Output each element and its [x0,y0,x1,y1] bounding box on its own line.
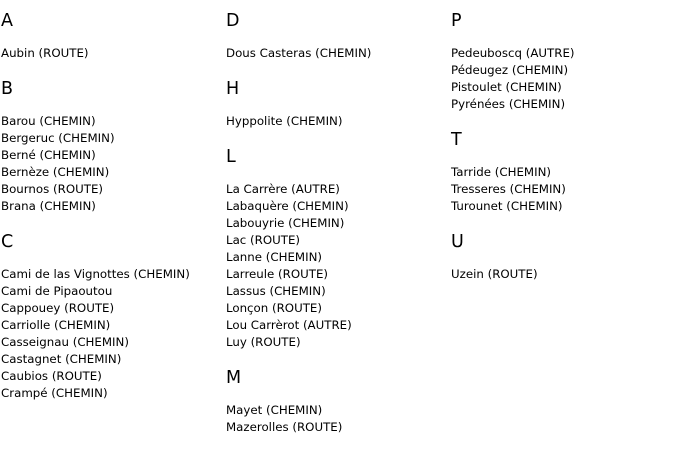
group-letter-heading: M [226,368,242,388]
street-item: Dous Casteras (CHEMIN) [226,46,372,60]
street-item: Pédeugez (CHEMIN) [451,63,569,77]
street-item: Pistoulet (CHEMIN) [451,80,562,94]
letter-group [1,11,223,62]
street-item: Cami de Pipaoutou [1,284,113,298]
street-item: Tresseres (CHEMIN) [451,182,566,196]
street-item: Lonçon (ROUTE) [226,301,322,315]
letter-group [226,79,448,130]
group-letter-heading: T [451,130,462,150]
letter-group [226,147,448,351]
street-item: Lou Carrèrot (AUTRE) [226,318,352,332]
letter-group [451,11,673,113]
street-item: Uzein (ROUTE) [451,267,538,281]
street-item: Caubios (ROUTE) [1,369,102,383]
street-column-1 [1,0,223,402]
street-item: Lassus (CHEMIN) [226,284,326,298]
street-item: Cami de las Vignottes (CHEMIN) [1,267,190,281]
street-item: Tarride (CHEMIN) [451,165,551,179]
letter-group [451,232,673,283]
street-list [1,45,223,62]
street-list [1,266,223,402]
street-item: Mayet (CHEMIN) [226,403,323,417]
letter-group [1,79,223,215]
street-item: Barou (CHEMIN) [1,114,96,128]
street-item: Brana (CHEMIN) [1,199,96,213]
street-item: Labaquère (CHEMIN) [226,199,349,213]
street-item: Aubin (ROUTE) [1,46,89,60]
street-item: Pedeuboscq (AUTRE) [451,46,575,60]
group-letter-heading: A [1,11,13,31]
street-item: Lanne (CHEMIN) [226,250,323,264]
letter-group [226,11,448,62]
group-letter-heading: H [226,79,240,99]
letter-group [1,232,223,402]
street-item: Hyppolite (CHEMIN) [226,114,343,128]
street-item: Casseignau (CHEMIN) [1,335,129,349]
street-item: Bernèze (CHEMIN) [1,165,110,179]
group-letter-heading: D [226,11,240,31]
street-list [226,181,448,351]
street-list [1,113,223,215]
group-letter-heading: P [451,11,462,31]
street-item: Turounet (CHEMIN) [451,199,563,213]
group-letter-heading: U [451,232,464,252]
street-item: Pyrénées (CHEMIN) [451,97,566,111]
street-list [451,45,673,113]
street-item: Berné (CHEMIN) [1,148,96,162]
street-item: Cappouey (ROUTE) [1,301,115,315]
group-letter-heading: L [226,147,236,167]
street-item: Bournos (ROUTE) [1,182,104,196]
street-column-3 [451,0,673,283]
street-list [226,45,448,62]
street-item: Larreule (ROUTE) [226,267,329,281]
group-letter-heading: B [1,79,14,99]
street-item: Carriolle (CHEMIN) [1,318,111,332]
street-item: Luy (ROUTE) [226,335,301,349]
street-item: Castagnet (CHEMIN) [1,352,122,366]
street-item: La Carrère (AUTRE) [226,182,340,196]
street-item: Lac (ROUTE) [226,233,301,247]
letter-group [226,368,448,436]
letter-group [451,130,673,215]
street-list [451,164,673,215]
street-item: Crampé (CHEMIN) [1,386,108,400]
street-item: Labouyrie (CHEMIN) [226,216,345,230]
street-column-2 [226,0,448,436]
group-letter-heading: C [1,232,14,252]
street-list [226,402,448,436]
street-list [226,113,448,130]
street-item: Bergeruc (CHEMIN) [1,131,115,145]
street-item: Mazerolles (ROUTE) [226,420,343,434]
street-list [451,266,673,283]
